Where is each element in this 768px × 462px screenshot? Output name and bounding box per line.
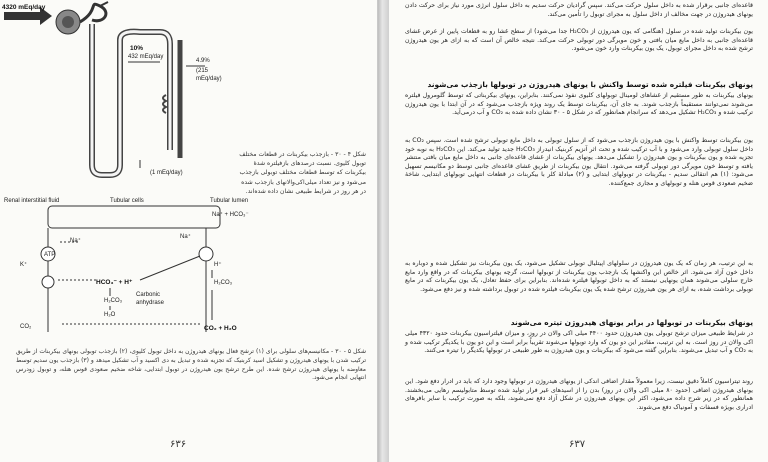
value-215-unit-label: mEq/day) (196, 76, 222, 82)
paragraph-4: یون بیکربنات توسط واکنش با یون هیدروژن بازجذب می‌شود که از سلول توبولی به داخل مایع توبولی ترشح شده است. سپس CO₂ به داخل سلول توبولی وارد می‌شود و با آب ترکیب شده و تحت اثر آنزیم کربنیک انیدراز H₂CO₃ جدید تولید می‌کند. این H₂CO₃ به نوبه خود تجزیه شده و یون بیکربنات و یون هیدروژن را تشکیل می‌دهد. یونهای بیکربنات از غشای قاعده‌ای جانبی به داخل مایع میان بافتی منتشر یافته و توسط خون مویرگی دور توبولی گرفته می‌شود. انتقال یون بیکربنات از طریق غشای قاعده‌ای جانبی توسط دو مکانیسم تسهیل می‌شود: (۱) هم انتقالی سدیم - بیکربنات در توبولهای ابتدایی و (۲) مبادلهٔ کلر با بیکربنات در قطعات انتهایی توبولهای ابتدایی، شاخهٔ ضخیم صعودی قوس هنله و توبولهای و مجاری جمع‌کننده. (405, 137, 754, 187)
na-label-right: Na⁺ (180, 234, 191, 240)
cellular-mechanism-figure (0, 192, 260, 342)
paragraph-3: یونهای بیکربنات به طور مستقیم از غشاهای لومینال توبولهای کلیوی نفوذ نمی‌کنند. بنابراین، یونهای بیکربناتی که توسط گلومرول فیلتره می‌شوند نمی‌توانند مستقیماً بازجذب شوند. به جای آن، بیکربنات توسط یک روند ویژه بازجذب می‌شود که در آن ابتدا با یون هیدروژن ترکیب شده و H₂CO₃ تشکیل می‌دهد که سرانجام همانطور که در شکل ۵ - ۳۰ نشان داده شده به CO₂ و آب درمی‌آید. (405, 92, 753, 117)
page-number-right: ۶۳۷ (569, 439, 586, 450)
book-gutter (378, 0, 389, 462)
cell-top-outline (48, 206, 220, 228)
tubular-cells-label: Tubular cells (110, 198, 144, 204)
percent-4-9-label: 4.9% (196, 58, 210, 64)
percent-10-label: 10% (130, 45, 144, 52)
co2-interstitial-label: CO₂ (20, 324, 32, 330)
h-secretion-arrow (140, 256, 200, 280)
glomerulus-core (62, 16, 74, 28)
carbonic-label: Carbonic (136, 292, 161, 298)
distal-lumen (120, 32, 170, 150)
page-number-left: ۶۳۶ (170, 439, 187, 450)
bicarbonate-reabsorption-figure (0, 0, 240, 180)
h2co3-cell-label: H₂CO₃ (104, 298, 123, 304)
paragraph-1: قاعده‌ای جانبی برقرار شده به داخل سلول حرکت می‌کند. سپس گرادیان حرکت سدیم به داخل سلول انرژی مورد نیاز برای حرکت دادن یونهای هیدروژن در جهت مخالف از داخل سلول به مجرای توبول را تأمین می‌کند. (405, 2, 753, 18)
k-label: K⁺ (20, 262, 28, 268)
anhydrase-label: anhydrase (136, 300, 165, 306)
right-page (389, 0, 768, 462)
section-heading-1: یونهای بیکربنات فیلتره شده توسط واکنش با یونهای هیدروژن در توبولها بازجذب می‌شوند (427, 80, 753, 89)
section-heading-2: یونهای بیکربنات در توبولها در برابر یونهای هیدروژن تیتره می‌شوند (510, 318, 753, 327)
value-1-label: (1 mEq/day) (150, 170, 183, 176)
na-h-exchanger-shape (199, 247, 213, 261)
bicarbonate-cotransporter-shape (42, 276, 54, 288)
paragraph-7: روند تیتراسیون کاملاً دقیق نیست، زیرا معمولاً مقدار اضافی اندکی از یونهای هیدروژن در توبولها وجود دارد که باید در ادرار دفع شود. این یونهای هیدروژن اضافی (حدود ۸۰ میلی اکی والان در روز) بدن را از اسیدهای غیر فرار تولید شده توسط متابولیسم رهایی می‌بخشند. همانطور که در زیر شرح داده می‌شود، اکثر این یونهای هیدروژن در شکل آزاد دفع نمی‌شوند، بلکه به صورت ترکیب با سایر بافرهای ادراری بویژه فسفات و آمونیاک دفع می‌شوند. (405, 378, 753, 411)
figure-caption-top: شکل ۴ - ۳۰ - بازجذب بیکربنات در قطعات مختلف توبول کلیوی. نسبت درصدهای بازفیلتره شدهٔ بیکربنات که توسط قطعات مختلف توبولی بازجذب می‌شود و نیز تعداد میلی‌اکی‌والانهای بازجذب شده در هر روز در شرایط طبیعی نشان داده شده‌اند. (239, 151, 366, 195)
paragraph-6: در شرایط طبیعی میزان ترشح توبولی یون هیدروژن حدود ۴۴۰۰ میلی اکی والان در روز، و میزان فیلتراسیون بیکربنات حدود ۴۳۲۰ میلی اکی والان در روز است. به این ترتیب، مقادیر این دو یون که وارد توبولها می‌شوند تقریباً برابر است و این دو یون با یکدیگر ترکیب شده و به CO₂ و آب تبدیل می‌شوند. بنابراین گفته می‌شود که بیکربنات و یون هیدروژن به طور طبیعی در توبولها یکدیگر را تیتره می‌کنند. (405, 330, 753, 355)
tubule-top-exit (100, 2, 108, 6)
duct-bumps (163, 95, 166, 113)
flow-in-label: 4320 mEq/day (2, 4, 46, 11)
loop-of-henle (92, 24, 120, 175)
h2o-cell-label: H₂O (104, 312, 116, 318)
value-215-label: (215 (196, 68, 209, 74)
atp-label: ATP (44, 252, 56, 258)
loop-lumen (92, 24, 120, 175)
paragraph-5: به این ترتیب، هر زمان که یک یون هیدروژن در سلولهای اپیتلیال توبولی تشکیل می‌شود، یک یون بیکربنات نیز تشکیل شده و دوباره به داخل خون آزاد می‌شود. اثر خالص این واکنشها یک بازجذب یون بیکربنات از توبولها است، گرچه یونهای بیکربنات که در واقع وارد مایع خارج سلولی می‌شوند همان یونهایی نیستند که به داخل توبولها فیلتره شده‌اند. بنابراین برای حفظ تعادل، یک یون بیکربنات که در مایع توبولی برداشت شده، به ازای هر یون هیدروژن ترشح شده یک یون بیکربنات فیلتره شده در توبول برداشته شده و نیز دفع می‌شود. (405, 260, 753, 293)
paragraph-2: یون بیکربنات تولید شده در سلول (هنگامی که یون هیدروژن از H₂CO₃ جدا می‌شود) از سطح غشا رو به قطعات پایین از عرض غشای قاعده‌ای جانبی به داخل مایع میان بافتی و خون مویرگی دور توبولی حرکت می‌کند. نتیجه خالص آن است که به ازای هر یون هیدروژن ترشح شده به داخل مجرای توبول، یک یون بیکربنات وارد خون می‌شود. (405, 28, 754, 53)
na-label-left: Na⁺ (70, 238, 81, 244)
h2co3-lumen-label: H₂CO₃ (214, 280, 233, 286)
figure-caption-bottom: شکل ۵ - ۳۰ - مکانیسم‌های سلولی برای (۱) ترشح فعال یونهای هیدروژن به داخل توبول کلیوی، (۲) بازجذب توبولی یونهای بیکربنات از طریق ترکیب شدن با یونهای هیدروژن و تشکیل اسید کربنیک که تجزیه شده و تبدیل به دی اکسید و آب تشکیل میدهد و (۳) بازجذب یون سدیم توسط معاوضه با یونهای هیدروژن ترشح شده. این طرح ترشح یون هیدروژن در توبول ابتدایی، شاخه ضخیم صعودی قوس هنله، و توبول زودرس انتهایی انجام می‌شود. (16, 348, 367, 382)
co2-h2o-lumen-label: CO₂ + H₂O (204, 325, 237, 332)
h-lumen-label: H⁺ (214, 262, 222, 268)
na-hco3-lumen-label: Na⁺ + HCO₃⁻ (212, 212, 249, 218)
hco3-h-label: HCO₃⁻ + H⁺ (96, 279, 133, 286)
proximal-tubule (80, 4, 106, 22)
tubular-lumen-label: Tubular lumen (210, 198, 249, 204)
renal-interstitial-label: Renal interstitial fluid (4, 198, 60, 204)
distal-tubule (120, 32, 170, 150)
value-432-label: 432 mEq/day (128, 54, 164, 60)
left-page (0, 0, 378, 462)
